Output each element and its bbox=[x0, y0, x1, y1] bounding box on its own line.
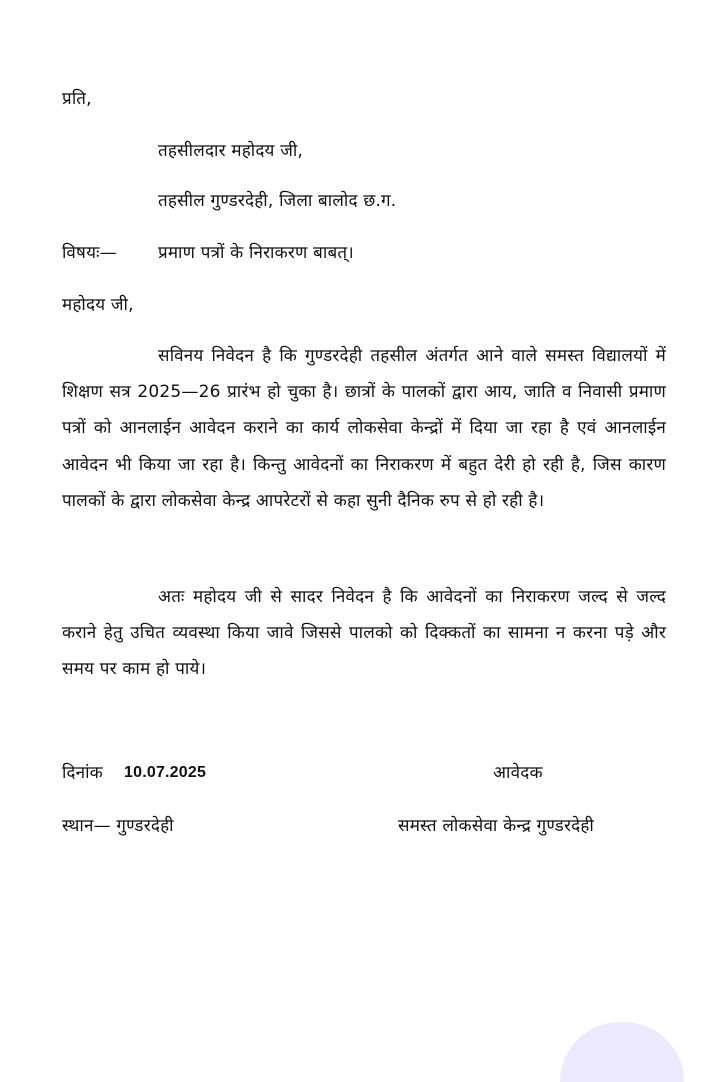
recipient-address: तहसील गुण्डरदेही, जिला बालोद छ.ग. bbox=[158, 191, 397, 211]
place-label: स्थान— गुण्डरदेही bbox=[62, 816, 174, 836]
date-label: दिनांक bbox=[62, 763, 103, 783]
subject-label: विषयः— bbox=[62, 243, 117, 263]
floating-overlay-shape bbox=[560, 1022, 684, 1082]
date-value: 10.07.2025 bbox=[124, 764, 207, 781]
salutation: महोदय जी, bbox=[62, 295, 134, 315]
body-paragraph-1-text: सविनय निवेदन है कि गुण्डरदेही तहसील अंतर्गत आने वाले समस्त विद्यालयों में शिक्षण सत्र 2025—26 प्रारंभ हो चुका है। छात्रों के पालकों द्वारा आय, जाति व निवासी प्रमाण पत्रों को आनलाईन आवेदन कराने का कार्य लोकसेवा केन्द्रों में दिया जा रहा है एवं आनलाईन आवेदन भी किया जा रहा है। किन्तु आवेदनों का निराकरण में बहुत देरी हो रही है, जिस कारण पालकों के द्वारा लोकसेवा केन्द्र आपरेटरों से कहा सुनी दैनिक रुप से हो रही है। bbox=[62, 346, 666, 511]
applicant-label: आवेदक bbox=[493, 763, 543, 783]
to-label: प्रति, bbox=[62, 89, 92, 109]
body-paragraph-2 bbox=[62, 579, 666, 688]
applicant-name: समस्त लोकसेवा केन्द्र गुण्डरदेही bbox=[398, 816, 594, 836]
subject-text: प्रमाण पत्रों के निराकरण बाबत्। bbox=[158, 243, 354, 263]
body-paragraph-1 bbox=[62, 338, 666, 519]
recipient-title: तहसीलदार महोदय जी, bbox=[158, 141, 304, 161]
body-paragraph-2-text: अतः महोदय जी से सादर निवेदन है कि आवेदनों का निराकरण जल्द से जल्द कराने हेतु उचित व्यवस्था किया जावे जिससे पालको को दिक्कतों का सामना न करना पड़े और समय पर काम हो पाये। bbox=[62, 587, 666, 680]
